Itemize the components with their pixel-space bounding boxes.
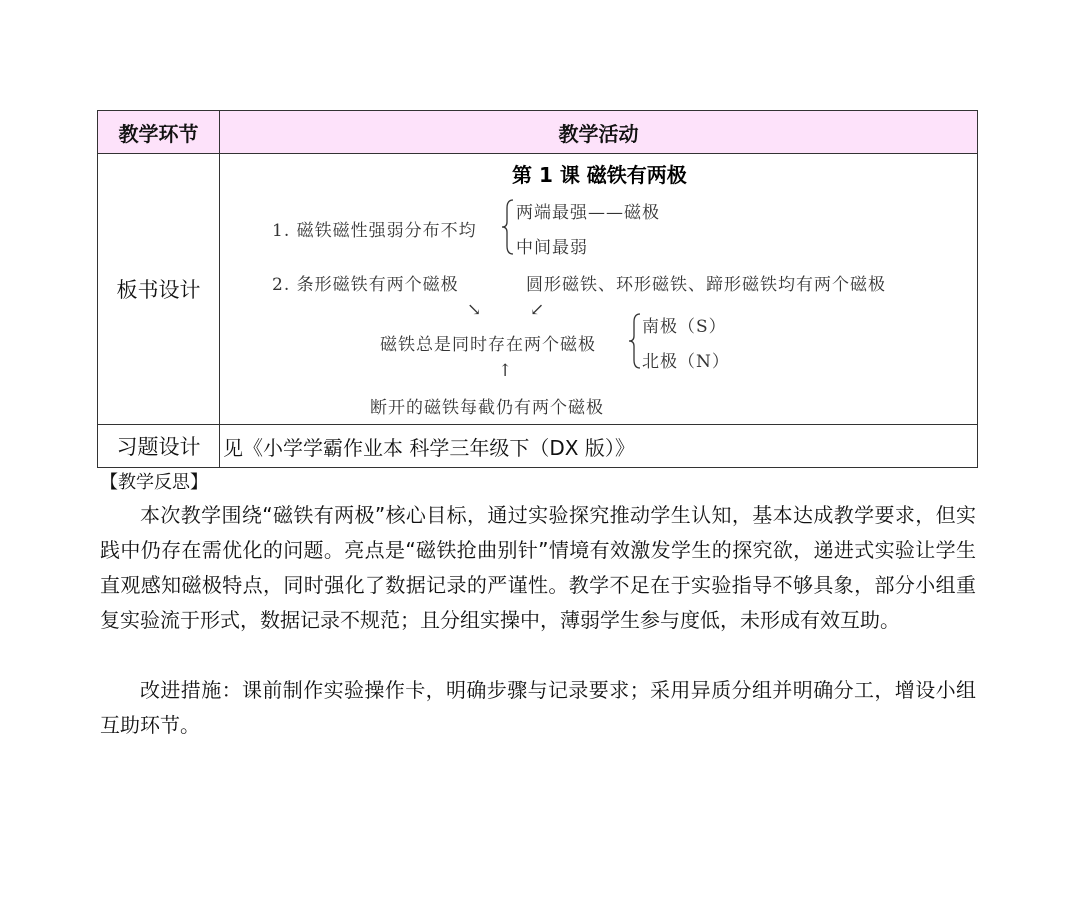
board-design-cell	[220, 154, 978, 425]
header-activity: 教学活动	[220, 111, 978, 154]
point1-branch-bottom: 中间最弱	[516, 238, 588, 258]
point2-text: 2. 条形磁铁有两个磁极	[272, 275, 459, 295]
header-stage: 教学环节	[98, 111, 220, 154]
board-title: 第 1 课 磁铁有两极	[512, 163, 687, 187]
poles-brace	[628, 312, 642, 370]
broken-magnet-text: 断开的磁铁每截仍有两个磁极	[370, 398, 604, 418]
exercise-row	[98, 425, 978, 468]
board-design-row	[98, 154, 978, 425]
reflection-paragraph-1: 本次教学围绕“磁铁有两极”核心目标，通过实验探究推动学生认知，基本达成教学要求，但实践中仍存在需优化的问题。亮点是“磁铁抢曲别针”情境有效激发学生的探究欲，递进式实验让学生直观感知磁极特点，同时强化了数据记录的严谨性。教学不足在于实验指导不够具象，部分小组重复实验流于形式，数据记录不规范；且分组实操中，薄弱学生参与度低，未形成有效互助。	[100, 503, 976, 632]
point1-brace	[501, 198, 515, 256]
exercise-text: 见《小学学霸作业本 科学三年级下（DX 版）》	[220, 425, 978, 468]
reflection-heading: 【教学反思】	[100, 472, 208, 493]
blackboard-layout	[220, 154, 978, 424]
pole-north-text: 北极（N）	[642, 352, 730, 372]
conclusion-text: 磁铁总是同时存在两个磁极	[380, 335, 596, 355]
board-design-label: 板书设计	[98, 154, 220, 425]
arrow-down-left-icon: ↙	[530, 300, 546, 320]
pole-south-text: 南极（S）	[642, 317, 727, 337]
arrow-down-right-icon: ↘	[467, 300, 483, 320]
lesson-table	[97, 110, 978, 468]
point1-text: 1. 磁铁磁性强弱分布不均	[272, 221, 477, 241]
table-header-row	[98, 111, 978, 154]
exercise-label: 习题设计	[98, 425, 220, 468]
point2-right-text: 圆形磁铁、环形磁铁、蹄形磁铁均有两个磁极	[526, 275, 886, 295]
arrow-up-icon: ↑	[498, 361, 514, 381]
reflection-paragraph-2: 改进措施：课前制作实验操作卡，明确步骤与记录要求；采用异质分组并明确分工，增设小组互助环节。	[100, 678, 976, 737]
point1-branch-top: 两端最强——磁极	[516, 203, 660, 223]
